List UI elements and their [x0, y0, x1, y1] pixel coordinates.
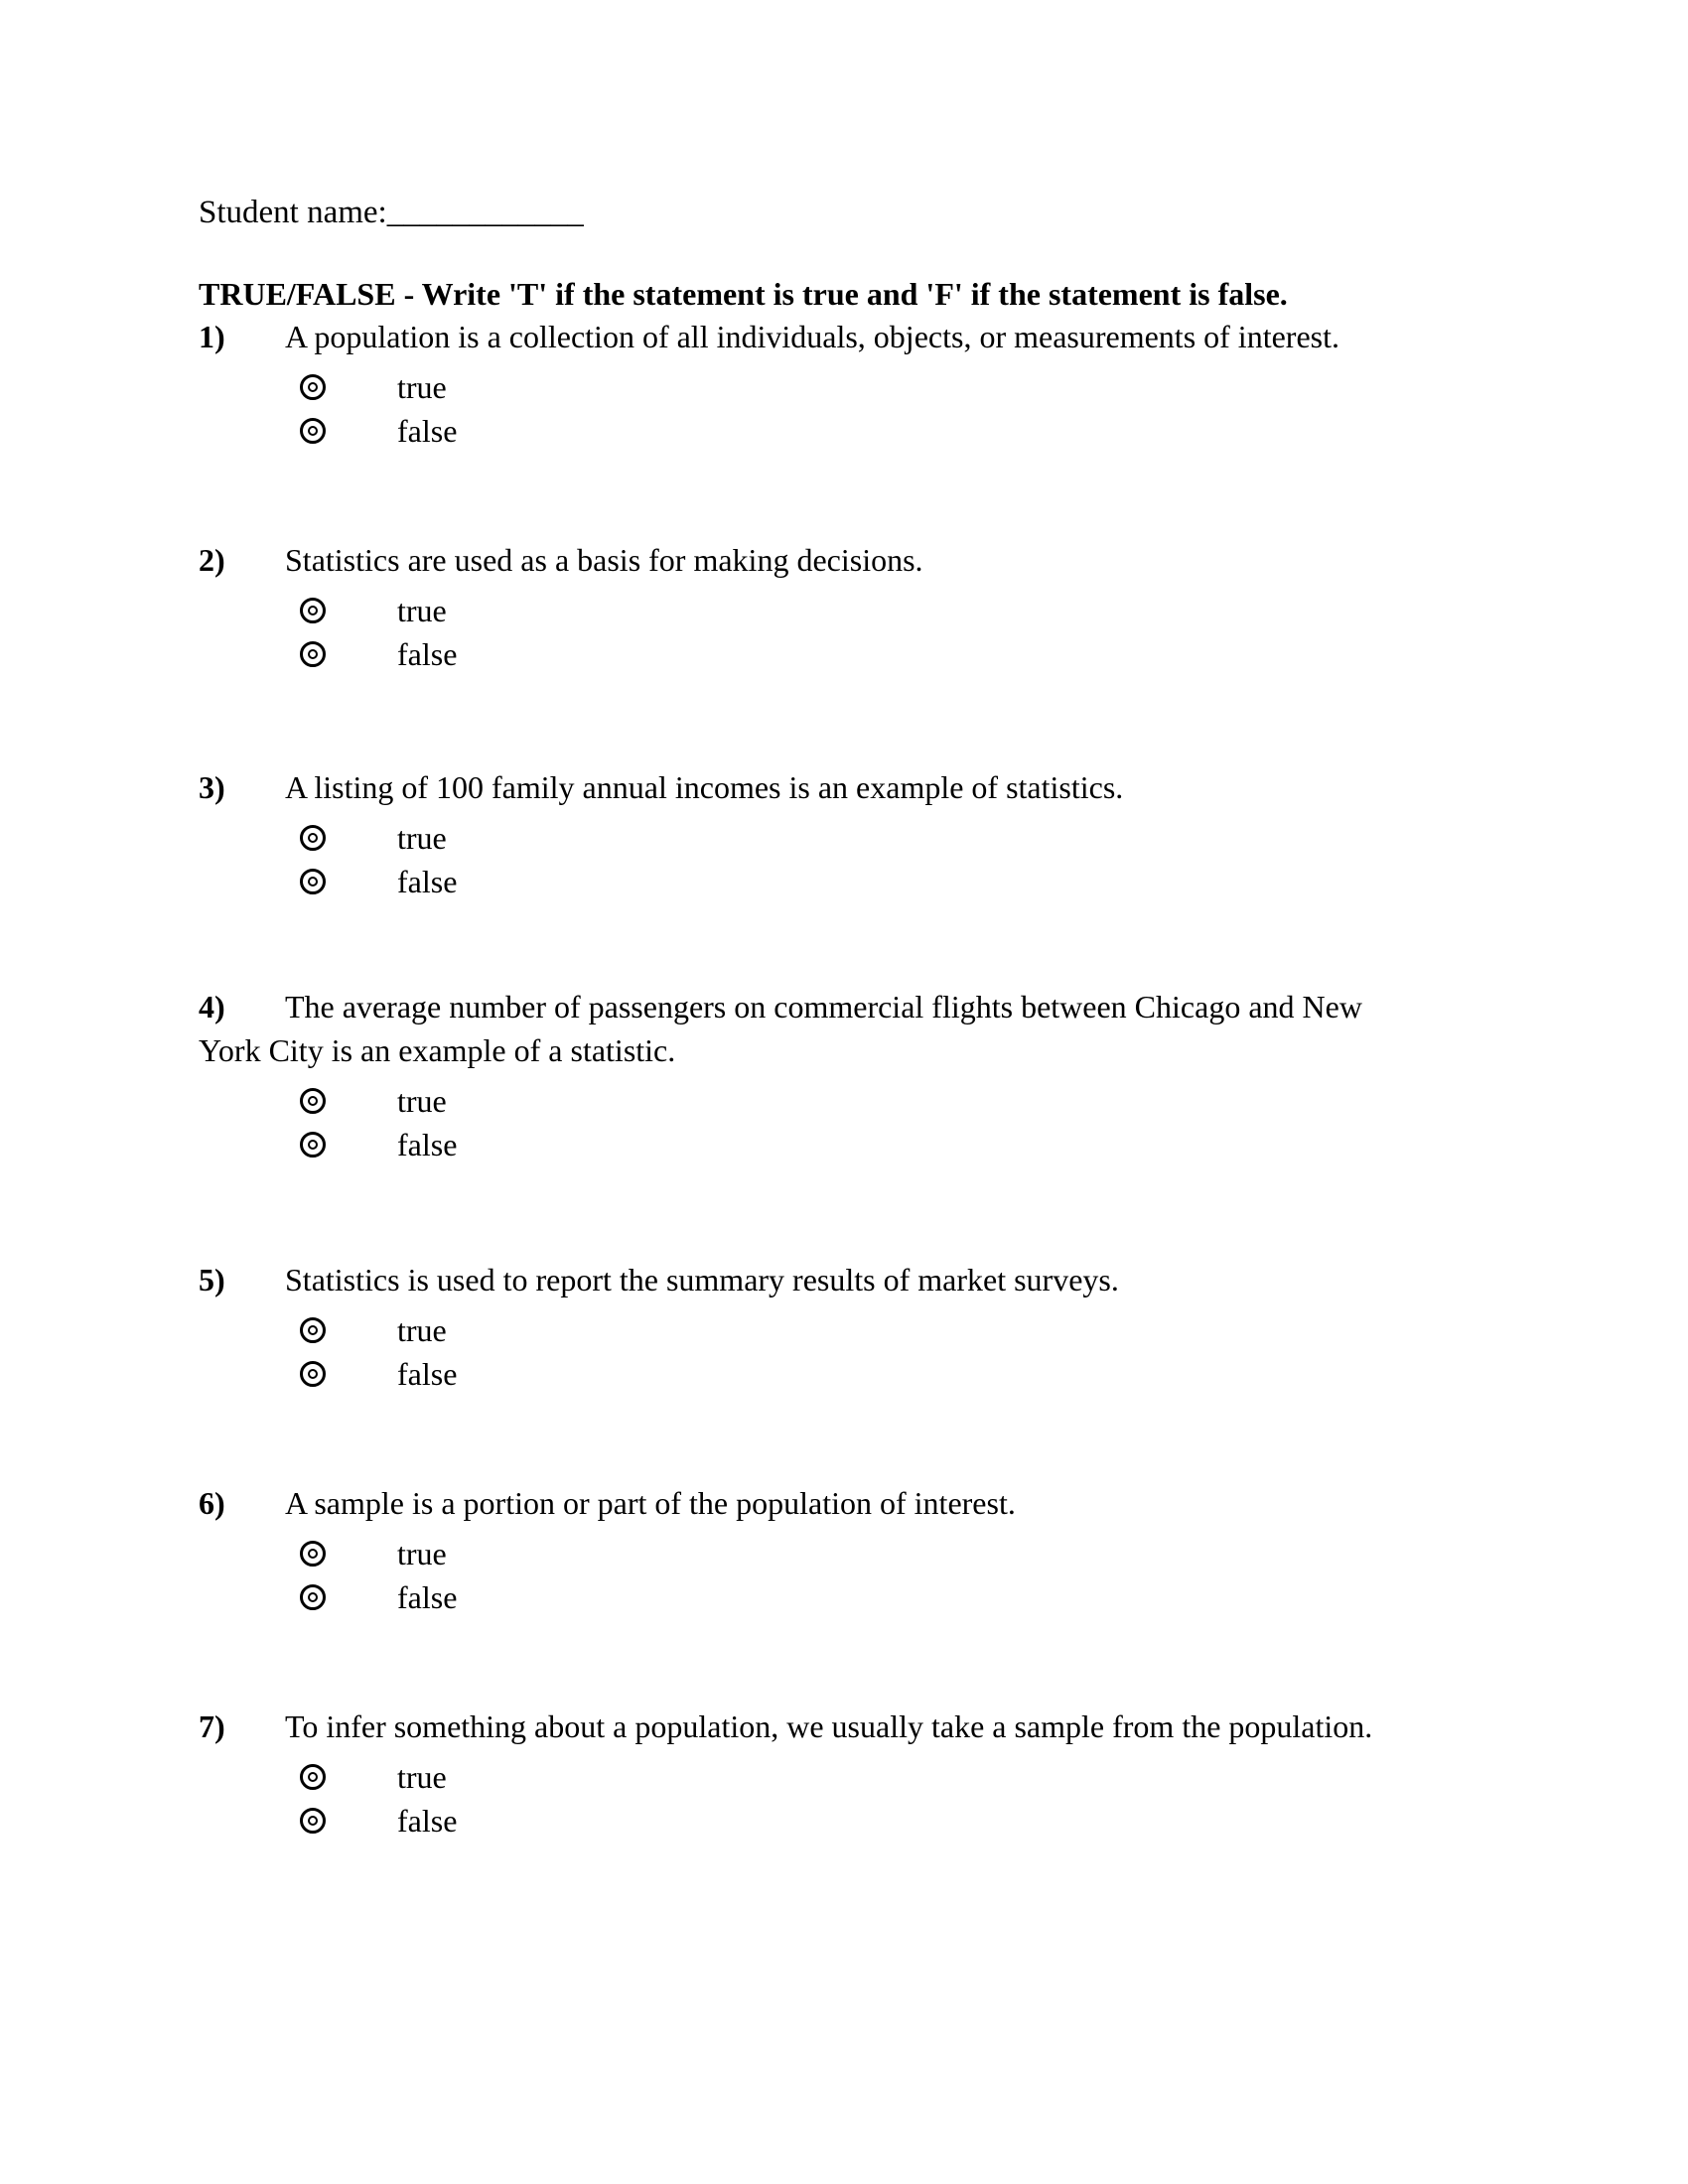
radio-dot: [308, 833, 318, 843]
radio-dot: [308, 649, 318, 659]
option-false-label: false: [397, 413, 458, 449]
option-true-label: true: [397, 820, 447, 856]
question-text: Statistics is used to report the summary results of market surveys.: [285, 1262, 1119, 1297]
radio-button-icon[interactable]: [300, 1541, 326, 1567]
option-false-label: false: [397, 1579, 458, 1615]
radio-button-icon[interactable]: [300, 1808, 326, 1834]
question-5: [199, 1258, 1579, 1396]
question-statement: [199, 1705, 1579, 1748]
radio-button-icon[interactable]: [300, 641, 326, 667]
radio-dot: [308, 1816, 318, 1826]
question-4: [199, 985, 1579, 1166]
radio-dot: [308, 426, 318, 436]
option-true-label: true: [397, 369, 447, 405]
option-true-row: [199, 1308, 1579, 1352]
question-statement: [199, 985, 1579, 1072]
radio-dot: [308, 1369, 318, 1379]
option-false-row: [199, 1123, 1579, 1166]
question-statement-line: [199, 1258, 1579, 1301]
student-name-blank: ____________: [386, 195, 584, 230]
question-number: 5): [199, 1262, 225, 1297]
question-statement-line: [199, 765, 1579, 809]
option-false-label: false: [397, 864, 458, 899]
option-true-label: true: [397, 1312, 447, 1348]
radio-dot: [308, 877, 318, 887]
radio-dot: [308, 1096, 318, 1106]
student-name-line: [199, 191, 584, 234]
option-false-label: false: [397, 1127, 458, 1162]
question-number: 6): [199, 1485, 225, 1521]
question-text: To infer something about a population, we usually take a sample from the population.: [285, 1708, 1373, 1744]
option-true-label: true: [397, 1536, 447, 1571]
radio-button-icon[interactable]: [300, 1317, 326, 1343]
option-true-label: true: [397, 1083, 447, 1119]
option-true-row: [199, 1532, 1579, 1575]
radio-button-icon[interactable]: [300, 374, 326, 400]
question-statement-line: [199, 1481, 1579, 1525]
option-true-row: [199, 365, 1579, 409]
question-number: 1): [199, 319, 225, 354]
question-text: The average number of passengers on commercial flights between Chicago and New: [285, 989, 1362, 1024]
option-false-row: [199, 1799, 1579, 1843]
question-text: A listing of 100 family annual incomes is an example of statistics.: [285, 769, 1124, 805]
question-statement: [199, 1481, 1579, 1525]
radio-button-icon[interactable]: [300, 1132, 326, 1158]
option-false-label: false: [397, 636, 458, 672]
option-false-label: false: [397, 1356, 458, 1392]
question-7: [199, 1705, 1579, 1843]
question-text: A population is a collection of all individuals, objects, or measurements of interest.: [285, 319, 1339, 354]
radio-dot: [308, 382, 318, 392]
question-statement: [199, 765, 1579, 809]
radio-dot: [308, 1772, 318, 1782]
radio-button-icon[interactable]: [300, 598, 326, 623]
radio-dot: [308, 1549, 318, 1559]
question-text: A sample is a portion or part of the population of interest.: [285, 1485, 1016, 1521]
question-statement-line: [199, 538, 1579, 582]
student-name-label: Student name:: [199, 195, 387, 230]
radio-button-icon[interactable]: [300, 869, 326, 894]
radio-dot: [308, 606, 318, 615]
option-false-row: [199, 409, 1579, 453]
radio-dot: [308, 1325, 318, 1335]
question-number: 2): [199, 542, 225, 578]
question-2: [199, 538, 1579, 676]
option-false-label: false: [397, 1803, 458, 1839]
option-false-row: [199, 1352, 1579, 1396]
question-number: 4): [199, 989, 225, 1024]
option-true-row: [199, 1079, 1579, 1123]
radio-dot: [308, 1592, 318, 1602]
radio-button-icon[interactable]: [300, 418, 326, 444]
question-statement: [199, 1258, 1579, 1301]
option-true-label: true: [397, 1759, 447, 1795]
radio-button-icon[interactable]: [300, 1361, 326, 1387]
question-number: 3): [199, 769, 225, 805]
question-statement: [199, 538, 1579, 582]
question-6: [199, 1481, 1579, 1619]
radio-button-icon[interactable]: [300, 825, 326, 851]
question-statement-line: [199, 985, 1579, 1028]
radio-button-icon[interactable]: [300, 1764, 326, 1790]
question-statement-line: York City is an example of a statistic.: [199, 1032, 676, 1068]
section-header: TRUE/FALSE - Write 'T' if the statement is true and 'F' if the statement is false.: [199, 276, 1288, 312]
question-text: Statistics are used as a basis for making decisions.: [285, 542, 923, 578]
question-1: [199, 315, 1579, 453]
radio-button-icon[interactable]: [300, 1584, 326, 1610]
option-true-row: [199, 589, 1579, 632]
question-number: 7): [199, 1708, 225, 1744]
option-true-row: [199, 1755, 1579, 1799]
question-3: [199, 765, 1579, 903]
option-false-row: [199, 632, 1579, 676]
radio-button-icon[interactable]: [300, 1088, 326, 1114]
question-statement-line: [199, 315, 1579, 358]
option-true-label: true: [397, 593, 447, 628]
question-statement: [199, 315, 1579, 358]
question-statement-line: [199, 1705, 1579, 1748]
option-false-row: [199, 1575, 1579, 1619]
option-true-row: [199, 816, 1579, 860]
radio-dot: [308, 1140, 318, 1150]
option-false-row: [199, 860, 1579, 903]
